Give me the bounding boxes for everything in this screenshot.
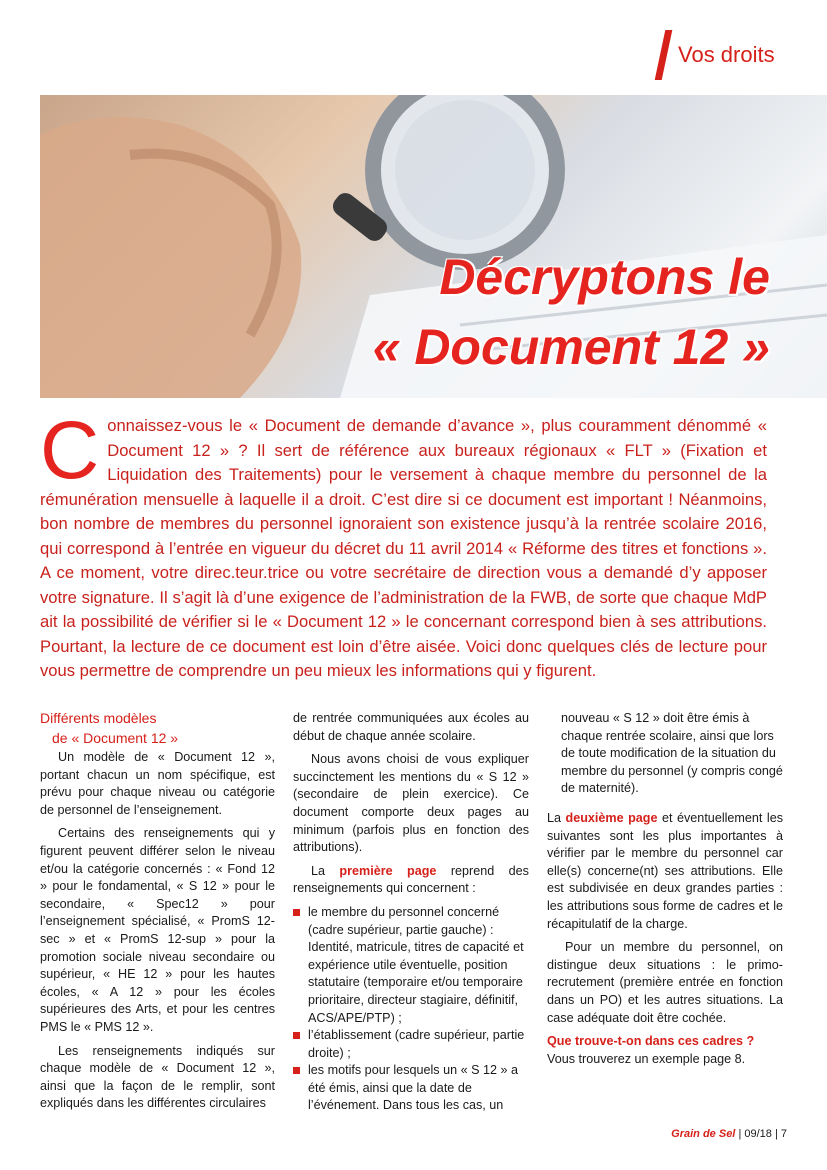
issue-date: 09/18 xyxy=(744,1128,772,1140)
paragraph: nouveau « S 12 » doit être émis à chaque rentrée scolaire, ainsi que lors de toute modification de la situation du membre du personnel (y compris congé de maternité). xyxy=(561,711,783,796)
column-1 xyxy=(40,710,275,1119)
text: reprend des renseignements qui concernent : xyxy=(293,863,529,896)
paragraph-first-page xyxy=(293,863,529,898)
text: La xyxy=(311,863,340,878)
page-number: 7 xyxy=(780,1128,787,1140)
separator: | xyxy=(774,1128,781,1140)
intro-paragraph xyxy=(40,405,767,684)
separator: | xyxy=(738,1128,745,1140)
paragraph: Un modèle de « Document 12 », portant chacun un nom spécifique, est prévu pour chaque niveau ou catégorie de personnel de l’enseignement. xyxy=(40,750,275,817)
text: et éventuellement les suivantes sont les plus importantes à vérifier par le membre du personnel car elle(s) concerne(nt) ses attributions. Elle est subdivisée en deux grandes parties : les attributions sous forme de cadres et le récapitulatif de la charge. xyxy=(547,810,784,931)
bullet-list xyxy=(293,904,529,1115)
subhead-models-line2: de « Document 12 » xyxy=(52,730,179,746)
second-page-highlight: deuxième page xyxy=(565,810,658,825)
paragraph: Certains des renseignements qui y figurent peuvent différer selon le niveau et/ou la catégorie concernés : « Fond 12 » pour le fondamental, « S 12 » pour le secondaire, « Spec12 » pour l’enseignement spécialisé, « PromS 12-sec » et « PromS 12-sup » pour la promotion sociale niveau secondaire ou supérieur, « HE 12 » pour les hautes écoles, « A 12 » pour les écoles supérieures des Arts, et pour les centres PMS le « PMS 12 ». xyxy=(40,826,275,1034)
article-title-line2: « Document 12 » xyxy=(372,319,770,375)
list-item: l’établissement (cadre supérieur, partie droite) ; xyxy=(293,1027,529,1062)
drop-cap: C xyxy=(40,405,100,496)
paragraph: de rentrée communiquées aux écoles au début de chaque année scolaire. xyxy=(293,711,529,743)
subhead-question: Que trouve-t-on dans ces cadres ? xyxy=(547,1034,755,1049)
subhead-models-line1: Différents modèles xyxy=(40,710,157,726)
section-label: Vos droits xyxy=(678,42,775,67)
first-page-highlight: première page xyxy=(339,863,437,878)
paragraph-second-page xyxy=(547,810,783,933)
section-accent-bar xyxy=(655,30,673,80)
magazine-brand: Grain de Sel xyxy=(671,1128,736,1140)
list-item: le membre du personnel concerné (cadre supérieur, partie gauche) : Identité, matricule, titres de capacité et expérience utile éventuelle, position statutaire (temporaire et/ou temporaire prioritaire, directeur stagiaire, définitif, ACS/APE/PTP) ; xyxy=(293,904,529,1027)
paragraph: Vous trouverez un exemple page 8. xyxy=(547,1051,746,1066)
column-3 xyxy=(547,710,783,1074)
paragraph: Nous avons choisi de vous expliquer succinctement les mentions du « S 12 » (secondaire de plein exercice). Ce document comporte deux pages au minimum (parfois plus en fonction des attributions). xyxy=(293,752,529,855)
text: La xyxy=(547,810,566,825)
column-2 xyxy=(293,710,529,1117)
article-title-line1: Décryptons le xyxy=(439,249,770,305)
paragraph: Pour un membre du personnel, on distingue deux situations : le primo-recrutement (première entrée en fonction dans un PO) et les autres situations. La case adéquate doit être cochée. xyxy=(547,940,783,1025)
list-item: les motifs pour lesquels un « S 12 » a été émis, ainsi que la date de l’événement. Dans tous les cas, un xyxy=(293,1062,529,1115)
page-footer xyxy=(671,1128,787,1140)
intro-text: onnaissez-vous le « Document de demande d’avance », plus couramment dénommé « Document 12 » ? Il sert de référence aux bureaux régionaux « FLT » (Fixation et Liquidation des Traitements) pour le versement à chaque membre du personnel de la rémunération mensuelle à laquelle il a droit. C’est dire si ce document est important ! Néanmoins, bon nombre de membres du personnel ignoraient son existence jusqu’à la rentrée scolaire 2016, qui correspond à l’entrée en vigueur du décret du 11 avril 2014 « Réforme des titres et fonctions ». A ce moment, votre direc.teur.trice ou votre secrétaire de direction vous a demandé d’y apposer votre signature. Il s’agit là d’une exigence de l’administration de la FWB, de sorte que chaque MdP ait la possibilité de vérifier si le « Document 12 » le concernant correspond bien à ses attributions. Pourtant, la lecture de ce document est loin d’être aisée. Voici donc quelques clés de lecture pour vous permettre de comprendre un peu mieux les informations qui y figurent. xyxy=(40,416,767,680)
paragraph: Les renseignements indiqués sur chaque modèle de « Document 12 », ainsi que la façon de le remplir, sont expliqués dans les différentes circulaires xyxy=(40,1043,275,1111)
